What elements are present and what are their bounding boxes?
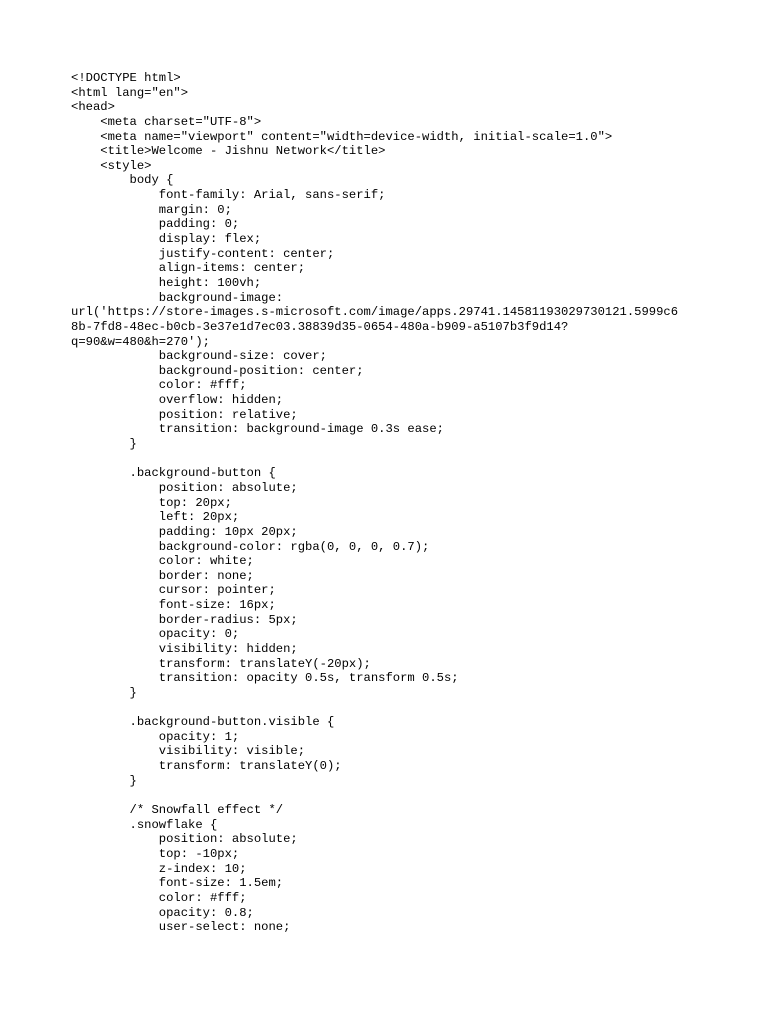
code-line: <meta name="viewport" content="width=device-width, initial-scale=1.0">	[71, 129, 613, 144]
code-line: font-family: Arial, sans-serif;	[71, 188, 386, 203]
code-line: user-select: none;	[71, 920, 291, 935]
code-line: padding: 0;	[71, 217, 240, 232]
code-line: position: absolute;	[71, 480, 298, 495]
code-line: z-index: 10;	[71, 861, 247, 876]
code-line: font-size: 1.5em;	[71, 876, 284, 891]
code-line: .background-button.visible {	[71, 715, 335, 730]
code-line: opacity: 0;	[71, 627, 240, 642]
code-line: height: 100vh;	[71, 275, 262, 290]
code-line: /* Snowfall effect */	[71, 803, 284, 818]
code-line: display: flex;	[71, 232, 262, 247]
code-line: left: 20px;	[71, 510, 240, 525]
code-line: border: none;	[71, 568, 254, 583]
code-line: <meta charset="UTF-8">	[71, 114, 262, 129]
code-line: background-size: cover;	[71, 349, 327, 364]
code-line: <html lang="en">	[71, 85, 189, 100]
code-line: transform: translateY(0);	[71, 759, 342, 774]
code-line: position: relative;	[71, 407, 298, 422]
code-line: }	[71, 437, 137, 452]
code-line: color: #fff;	[71, 890, 247, 905]
code-blank-line	[71, 788, 711, 803]
code-line: top: 20px;	[71, 495, 232, 510]
code-line: url('https://store-images.s-microsoft.com/image/apps.29741.14581193029730121.5999c6	[71, 305, 679, 320]
code-blank-line	[71, 452, 711, 467]
code-blank-line	[71, 701, 711, 716]
code-line: }	[71, 685, 137, 700]
code-listing	[71, 71, 711, 935]
code-line: opacity: 1;	[71, 729, 240, 744]
code-line: color: white;	[71, 554, 254, 569]
code-line: background-image:	[71, 290, 284, 305]
code-line: position: absolute;	[71, 832, 298, 847]
code-line: body {	[71, 173, 174, 188]
code-line: opacity: 0.8;	[71, 905, 254, 920]
code-line: .background-button {	[71, 466, 276, 481]
code-line: color: #fff;	[71, 378, 247, 393]
code-line: align-items: center;	[71, 261, 306, 276]
code-line: background-color: rgba(0, 0, 0, 0.7);	[71, 539, 430, 554]
code-line: <head>	[71, 100, 115, 115]
code-line: transition: background-image 0.3s ease;	[71, 422, 444, 437]
code-line: visibility: hidden;	[71, 641, 298, 656]
code-line: transition: opacity 0.5s, transform 0.5s;	[71, 671, 459, 686]
code-line: cursor: pointer;	[71, 583, 276, 598]
code-line: background-position: center;	[71, 363, 364, 378]
code-line: .snowflake {	[71, 817, 218, 832]
code-line: top: -10px;	[71, 846, 240, 861]
code-line: font-size: 16px;	[71, 598, 276, 613]
code-line: }	[71, 773, 137, 788]
code-line: <title>Welcome - Jishnu Network</title>	[71, 144, 386, 159]
code-line: transform: translateY(-20px);	[71, 656, 371, 671]
code-line: <!DOCTYPE html>	[71, 71, 181, 85]
code-line: padding: 10px 20px;	[71, 524, 298, 539]
code-line: overflow: hidden;	[71, 393, 284, 408]
code-line: justify-content: center;	[71, 246, 335, 261]
code-line: <style>	[71, 158, 152, 173]
code-line: border-radius: 5px;	[71, 612, 298, 627]
code-line: margin: 0;	[71, 202, 232, 217]
code-line: visibility: visible;	[71, 744, 306, 759]
code-line: 8b-7fd8-48ec-b0cb-3e37e1d7ec03.38839d35-0654-480a-b909-a5107b3f9d14?	[71, 319, 569, 334]
code-line: q=90&w=480&h=270');	[71, 334, 210, 349]
